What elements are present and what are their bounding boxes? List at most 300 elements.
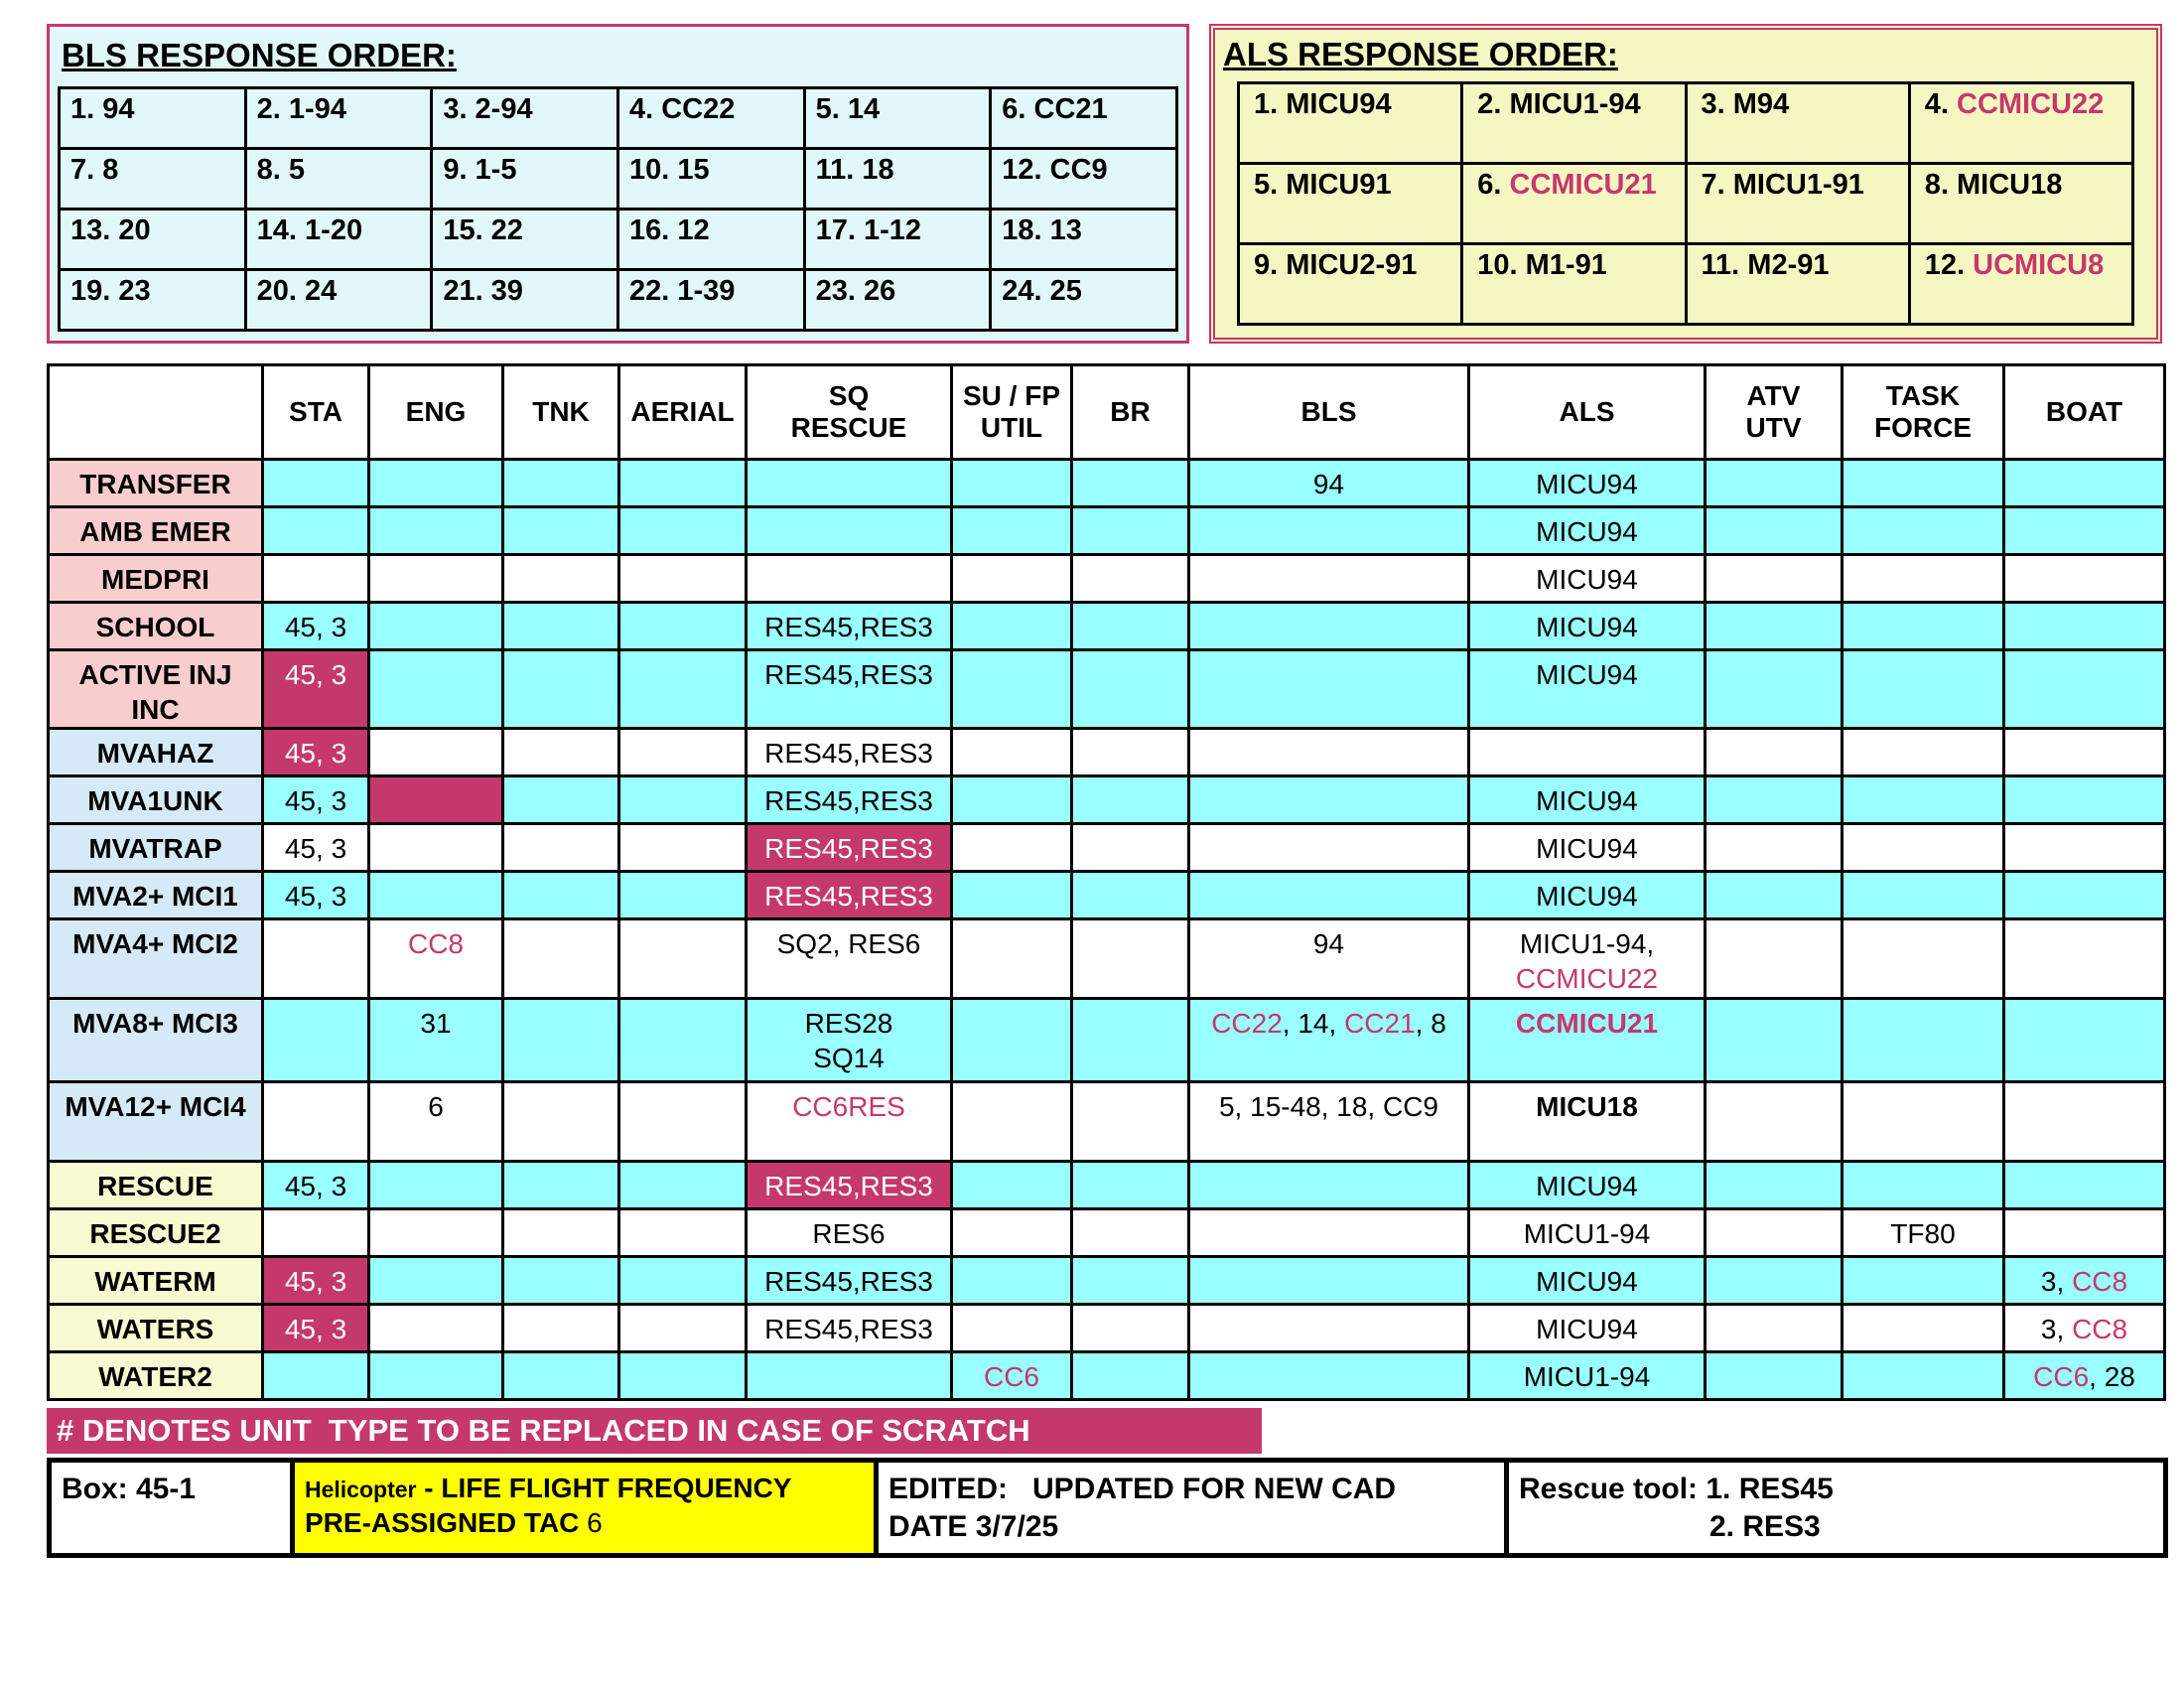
cell-waters-br [1072,1305,1189,1352]
als-order-item-micu1-94: 2. MICU1-94 [1462,83,1686,164]
cell-mva8-mci3-sq: RES28 SQ14 [747,999,952,1082]
cell-mvahaz-tnk [503,729,619,776]
cell-mvahaz-sta: 45, 3 [263,729,369,776]
cell-mva2-mci1-atv [1706,872,1843,919]
cell-transfer-sq [747,460,952,507]
cell-mva12-mci4-eng: 6 [369,1082,503,1162]
cell-water2-boat: CC6, 28 [2004,1352,2165,1400]
bls-order-item-21-39: 21. 39 [432,270,618,331]
cell-medpri-tnk [503,555,619,603]
cell-mva1unk-sta: 45, 3 [263,776,369,824]
cell-transfer-tf [1843,460,2004,507]
cell-water2-bls [1189,1352,1469,1400]
cell-mvahaz-br [1072,729,1189,776]
row-label-rescue: RESCUE [49,1162,263,1209]
cell-mvatrap-br [1072,824,1189,872]
cell-medpri-aerial [619,555,747,603]
cell-waters-eng [369,1305,503,1352]
cell-transfer-atv [1706,460,1843,507]
bls-order-item-2-1-94: 2. 1-94 [245,88,432,149]
cell-school-sufp [952,603,1072,650]
bls-order-item-18-13: 18. 13 [991,210,1177,270]
cell-waterm-sq: RES45,RES3 [747,1257,952,1305]
cell-waters-sufp [952,1305,1072,1352]
cell-mvahaz-sufp [952,729,1072,776]
cell-rescue2-br [1072,1209,1189,1257]
col-header-sq: SQ RESCUE [747,365,952,460]
cell-mva12-mci4-atv [1706,1082,1843,1162]
cell-mva8-mci3-aerial [619,999,747,1082]
bls-order-item-10-15: 10. 15 [617,149,804,210]
col-header-sta: STA [263,365,369,460]
als-order-table [1237,81,2134,326]
cell-school-eng [369,603,503,650]
cell-water2-aerial [619,1352,747,1400]
bls-order-item-13-20: 13. 20 [60,210,246,270]
cell-mva4-mci2-als: MICU1-94, CCMICU22 [1469,919,1706,999]
cell-mva1unk-bls [1189,776,1469,824]
cell-active-inj-inc-eng [369,650,503,729]
cell-waterm-sta: 45, 3 [263,1257,369,1305]
als-order-item-micu1-91: 7. MICU1-91 [1686,164,1909,244]
cell-waterm-bls [1189,1257,1469,1305]
matrix-row-water2 [49,1352,2165,1400]
matrix-row-mvahaz [49,729,2165,776]
cell-active-inj-inc-als: MICU94 [1469,650,1706,729]
cell-rescue2-sufp [952,1209,1072,1257]
scratch-note-banner: # DENOTES UNIT TYPE TO BE REPLACED IN CASE OF SCRATCH [47,1408,1262,1454]
cell-mvatrap-als: MICU94 [1469,824,1706,872]
als-order-item-ucmicu8: 12. UCMICU8 [1909,244,2132,325]
row-label-mva12-mci4: MVA12+ MCI4 [49,1082,263,1162]
cell-rescue-als: MICU94 [1469,1162,1706,1209]
cell-mva1unk-atv [1706,776,1843,824]
als-order-item-m1-91: 10. M1-91 [1462,244,1686,325]
als-order-item-ccmicu21: 6. CCMICU21 [1462,164,1686,244]
cell-transfer-boat [2004,460,2165,507]
cell-mva1unk-tf [1843,776,2004,824]
cell-mva4-mci2-tf [1843,919,2004,999]
cell-mva8-mci3-sta [263,999,369,1082]
matrix-head [49,365,2165,460]
cell-waterm-als: MICU94 [1469,1257,1706,1305]
col-header-atv: ATV UTV [1706,365,1843,460]
cell-water2-br [1072,1352,1189,1400]
bls-order-item-23-26: 23. 26 [804,270,991,331]
cell-rescue2-eng [369,1209,503,1257]
cell-water2-tf [1843,1352,2004,1400]
cell-waters-tnk [503,1305,619,1352]
rescue-tool-line2: 2. RES3 [1709,1509,1821,1543]
cell-active-inj-inc-sq: RES45,RES3 [747,650,952,729]
cell-waterm-br [1072,1257,1189,1305]
cell-rescue-boat [2004,1162,2165,1209]
cell-school-br [1072,603,1189,650]
als-order-item-ccmicu22: 4. CCMICU22 [1909,83,2132,164]
cell-school-bls [1189,603,1469,650]
cell-mva4-mci2-bls: 94 [1189,919,1469,999]
cell-amb-emer-sta [263,507,369,555]
row-label-mvahaz: MVAHAZ [49,729,263,776]
cell-water2-tnk [503,1352,619,1400]
cell-mva4-mci2-sta [263,919,369,999]
cell-water2-als: MICU1-94 [1469,1352,1706,1400]
cell-rescue-sq: RES45,RES3 [747,1162,952,1209]
bls-order-row [60,88,1177,149]
cell-amb-emer-boat [2004,507,2165,555]
cell-rescue-eng [369,1162,503,1209]
cell-school-tnk [503,603,619,650]
cell-mva2-mci1-sufp [952,872,1072,919]
col-header-aerial: AERIAL [619,365,747,460]
bls-order-item-24-25: 24. 25 [991,270,1177,331]
cell-waters-tf [1843,1305,2004,1352]
cell-mva2-mci1-aerial [619,872,747,919]
col-header-boat: BOAT [2004,365,2165,460]
cell-mva12-mci4-sq: CC6RES [747,1082,952,1162]
bls-order-item-11-18: 11. 18 [804,149,991,210]
cell-mva8-mci3-tf [1843,999,2004,1082]
als-order-row [1239,244,2133,325]
cell-medpri-atv [1706,555,1843,603]
cell-mva1unk-br [1072,776,1189,824]
cell-transfer-tnk [503,460,619,507]
cell-transfer-bls: 94 [1189,460,1469,507]
bls-order-item-15-22: 15. 22 [432,210,618,270]
cell-waterm-eng [369,1257,503,1305]
cell-mvahaz-aerial [619,729,747,776]
row-label-transfer: TRANSFER [49,460,263,507]
cell-transfer-eng [369,460,503,507]
als-order-item-m2-91: 11. M2-91 [1686,244,1909,325]
cell-amb-emer-tf [1843,507,2004,555]
cell-mva4-mci2-eng: CC8 [369,919,503,999]
cell-mva12-mci4-tf [1843,1082,2004,1162]
cell-mva12-mci4-boat [2004,1082,2165,1162]
matrix-row-transfer [49,460,2165,507]
cell-mvahaz-als [1469,729,1706,776]
cell-rescue-br [1072,1162,1189,1209]
cell-active-inj-inc-atv [1706,650,1843,729]
matrix-body [49,460,2165,1400]
row-label-waters: WATERS [49,1305,263,1352]
cell-medpri-tf [1843,555,2004,603]
cell-waters-sq: RES45,RES3 [747,1305,952,1352]
cell-school-aerial [619,603,747,650]
cell-active-inj-inc-boat [2004,650,2165,729]
cell-rescue2-tf: TF80 [1843,1209,2004,1257]
bls-order-item-5-14: 5. 14 [804,88,991,149]
cell-medpri-bls [1189,555,1469,603]
cell-rescue-atv [1706,1162,1843,1209]
cell-mva12-mci4-aerial [619,1082,747,1162]
cell-medpri-sq [747,555,952,603]
cell-mva1unk-eng [369,776,503,824]
cell-transfer-aerial [619,460,747,507]
col-header-als: ALS [1469,365,1706,460]
edited-line: EDITED: UPDATED FOR NEW CAD [888,1473,1397,1505]
als-order-item-micu2-91: 9. MICU2-91 [1239,244,1462,325]
row-label-waterm: WATERM [49,1257,263,1305]
bls-order-row [60,149,1177,210]
cell-waterm-sufp [952,1257,1072,1305]
col-header-label [49,365,263,460]
footer-info-table [47,1458,2168,1558]
col-header-eng: ENG [369,365,503,460]
cell-amb-emer-bls [1189,507,1469,555]
cell-rescue2-bls [1189,1209,1469,1257]
cell-water2-eng [369,1352,503,1400]
cell-mva2-mci1-als: MICU94 [1469,872,1706,919]
row-label-water2: WATER2 [49,1352,263,1400]
cell-mvahaz-eng [369,729,503,776]
box-number-text: Box: 45-1 [62,1473,197,1505]
matrix-row-mva8-mci3 [49,999,2165,1082]
row-label-amb-emer: AMB EMER [49,507,263,555]
cell-mva8-mci3-tnk [503,999,619,1082]
row-label-active-inj-inc: ACTIVE INJ INC [49,650,263,729]
als-order-item-micu18: 8. MICU18 [1909,164,2132,244]
cell-mvatrap-eng [369,824,503,872]
row-label-mva4-mci2: MVA4+ MCI2 [49,919,263,999]
cell-rescue2-sta [263,1209,369,1257]
bls-order-row [60,210,1177,270]
cell-mva2-mci1-eng [369,872,503,919]
cell-medpri-br [1072,555,1189,603]
cell-active-inj-inc-aerial [619,650,747,729]
cell-mva1unk-sq: RES45,RES3 [747,776,952,824]
edited-cell [877,1461,1507,1556]
helicopter-frequency-cell [293,1461,877,1556]
cell-waterm-atv [1706,1257,1843,1305]
cell-medpri-als: MICU94 [1469,555,1706,603]
cell-mva8-mci3-boat [2004,999,2165,1082]
cell-rescue2-tnk [503,1209,619,1257]
cell-mva1unk-tnk [503,776,619,824]
edited-date: DATE 3/7/25 [888,1509,1059,1543]
cell-rescue2-aerial [619,1209,747,1257]
cell-mvahaz-tf [1843,729,2004,776]
col-header-tf: TASK FORCE [1843,365,2004,460]
cell-active-inj-inc-bls [1189,650,1469,729]
cell-rescue2-boat [2004,1209,2165,1257]
cell-transfer-sta [263,460,369,507]
cell-mvatrap-atv [1706,824,1843,872]
cell-school-tf [1843,603,2004,650]
als-order-row [1239,164,2133,244]
cell-mva12-mci4-br [1072,1082,1189,1162]
cell-mvatrap-boat [2004,824,2165,872]
cell-mva4-mci2-atv [1706,919,1843,999]
bls-response-order-box [47,24,1189,344]
response-matrix-table [47,363,2166,1401]
cell-mvatrap-aerial [619,824,747,872]
row-label-mva2-mci1: MVA2+ MCI1 [49,872,263,919]
cell-mva8-mci3-sufp [952,999,1072,1082]
cell-medpri-eng [369,555,503,603]
bls-order-item-8-5: 8. 5 [245,149,432,210]
cell-water2-sta [263,1352,369,1400]
cell-medpri-sufp [952,555,1072,603]
cell-rescue-sufp [952,1162,1072,1209]
cell-waters-atv [1706,1305,1843,1352]
cell-mva2-mci1-tf [1843,872,2004,919]
cell-transfer-br [1072,460,1189,507]
cell-mva8-mci3-als: CCMICU21 [1469,999,1706,1082]
cell-amb-emer-aerial [619,507,747,555]
als-response-order-title: ALS RESPONSE ORDER: [1223,36,1618,72]
cell-mva12-mci4-bls: 5, 15-48, 18, CC9 [1189,1082,1469,1162]
bls-order-item-14-1-20: 14. 1-20 [245,210,432,270]
cell-waterm-tf [1843,1257,2004,1305]
cell-rescue2-sq: RES6 [747,1209,952,1257]
col-header-br: BR [1072,365,1189,460]
cell-mva8-mci3-eng: 31 [369,999,503,1082]
cell-mva8-mci3-br [1072,999,1189,1082]
cell-amb-emer-br [1072,507,1189,555]
cell-mva4-mci2-br [1072,919,1189,999]
cell-school-als: MICU94 [1469,603,1706,650]
cell-mva12-mci4-sufp [952,1082,1072,1162]
cell-medpri-boat [2004,555,2165,603]
cell-amb-emer-sq [747,507,952,555]
cell-mva4-mci2-aerial [619,919,747,999]
cell-rescue-tf [1843,1162,2004,1209]
cell-active-inj-inc-tnk [503,650,619,729]
cell-mva4-mci2-sufp [952,919,1072,999]
cell-waters-aerial [619,1305,747,1352]
cell-mva4-mci2-tnk [503,919,619,999]
cell-mva2-mci1-sq: RES45,RES3 [747,872,952,919]
matrix-row-amb-emer [49,507,2165,555]
als-order-item-micu91: 5. MICU91 [1239,164,1462,244]
row-label-school: SCHOOL [49,603,263,650]
row-label-mva1unk: MVA1UNK [49,776,263,824]
matrix-row-school [49,603,2165,650]
cell-school-atv [1706,603,1843,650]
matrix-row-waters [49,1305,2165,1352]
row-label-mvatrap: MVATRAP [49,824,263,872]
cell-mva2-mci1-br [1072,872,1189,919]
matrix-row-mva12-mci4 [49,1082,2165,1162]
cell-water2-sufp: CC6 [952,1352,1072,1400]
cell-mvahaz-bls [1189,729,1469,776]
cell-mva2-mci1-tnk [503,872,619,919]
cell-waters-boat: 3, CC8 [2004,1305,2165,1352]
cell-mvatrap-tnk [503,824,619,872]
cell-mva1unk-als: MICU94 [1469,776,1706,824]
cell-waterm-aerial [619,1257,747,1305]
cell-waters-sta: 45, 3 [263,1305,369,1352]
helicopter-line2: PRE-ASSIGNED TAC 6 [305,1507,603,1538]
cell-amb-emer-eng [369,507,503,555]
cell-active-inj-inc-sufp [952,650,1072,729]
bls-response-order-title: BLS RESPONSE ORDER: [62,37,457,73]
bls-order-row [60,270,1177,331]
matrix-header-row [49,365,2165,460]
bls-order-item-19-23: 19. 23 [60,270,246,331]
box-number-cell [50,1461,293,1556]
cell-mva4-mci2-sq: SQ2, RES6 [747,919,952,999]
cell-mvatrap-sq: RES45,RES3 [747,824,952,872]
cell-active-inj-inc-br [1072,650,1189,729]
cell-mva4-mci2-boat [2004,919,2165,999]
cell-waterm-boat: 3, CC8 [2004,1257,2165,1305]
bls-grid [60,88,1177,331]
cell-mvatrap-sta: 45, 3 [263,824,369,872]
cell-water2-sq [747,1352,952,1400]
bls-order-item-4-cc22: 4. CC22 [617,88,804,149]
cell-mva2-mci1-sta: 45, 3 [263,872,369,919]
cell-waters-bls [1189,1305,1469,1352]
cell-rescue-aerial [619,1162,747,1209]
cell-mva8-mci3-bls: CC22, 14, CC21, 8 [1189,999,1469,1082]
cell-mva1unk-sufp [952,776,1072,824]
als-grid [1239,83,2133,325]
row-label-rescue2: RESCUE2 [49,1209,263,1257]
matrix-row-mva2-mci1 [49,872,2165,919]
cell-mvatrap-sufp [952,824,1072,872]
cell-mva12-mci4-sta [263,1082,369,1162]
cell-school-boat [2004,603,2165,650]
row-label-mva8-mci3: MVA8+ MCI3 [49,999,263,1082]
cell-active-inj-inc-tf [1843,650,2004,729]
cell-mvahaz-sq: RES45,RES3 [747,729,952,776]
rescue-tool-cell [1507,1461,2166,1556]
bls-order-item-20-24: 20. 24 [245,270,432,331]
bls-order-item-1-94: 1. 94 [60,88,246,149]
cell-amb-emer-atv [1706,507,1843,555]
cell-mva1unk-boat [2004,776,2165,824]
cell-waterm-tnk [503,1257,619,1305]
cell-mva8-mci3-atv [1706,999,1843,1082]
cell-mvatrap-tf [1843,824,2004,872]
col-header-tnk: TNK [503,365,619,460]
matrix-row-active-inj-inc [49,650,2165,729]
als-order-row [1239,83,2133,164]
cell-rescue2-atv [1706,1209,1843,1257]
cell-mvahaz-atv [1706,729,1843,776]
cell-mvatrap-bls [1189,824,1469,872]
matrix-row-mva1unk [49,776,2165,824]
cell-amb-emer-sufp [952,507,1072,555]
bls-order-item-22-1-39: 22. 1-39 [617,270,804,331]
bls-order-item-16-12: 16. 12 [617,210,804,270]
helicopter-line1: Helicopter - LIFE FLIGHT FREQUENCY [305,1473,792,1503]
cell-transfer-als: MICU94 [1469,460,1706,507]
bls-order-item-3-2-94: 3. 2-94 [432,88,618,149]
cell-active-inj-inc-sta: 45, 3 [263,650,369,729]
matrix-row-waterm [49,1257,2165,1305]
cell-rescue-tnk [503,1162,619,1209]
cell-medpri-sta [263,555,369,603]
cell-rescue-bls [1189,1162,1469,1209]
matrix-row-mvatrap [49,824,2165,872]
rescue-tool-line1: Rescue tool: 1. RES45 [1519,1473,1834,1505]
matrix-row-medpri [49,555,2165,603]
bls-order-item-12-cc9: 12. CC9 [991,149,1177,210]
cell-rescue2-als: MICU1-94 [1469,1209,1706,1257]
cell-rescue-sta: 45, 3 [263,1162,369,1209]
als-order-item-m94: 3. M94 [1686,83,1909,164]
cell-amb-emer-tnk [503,507,619,555]
cell-amb-emer-als: MICU94 [1469,507,1706,555]
cell-mva1unk-aerial [619,776,747,824]
cell-transfer-sufp [952,460,1072,507]
cell-mvahaz-boat [2004,729,2165,776]
col-header-bls: BLS [1189,365,1469,460]
bls-order-item-9-1-5: 9. 1-5 [432,149,618,210]
